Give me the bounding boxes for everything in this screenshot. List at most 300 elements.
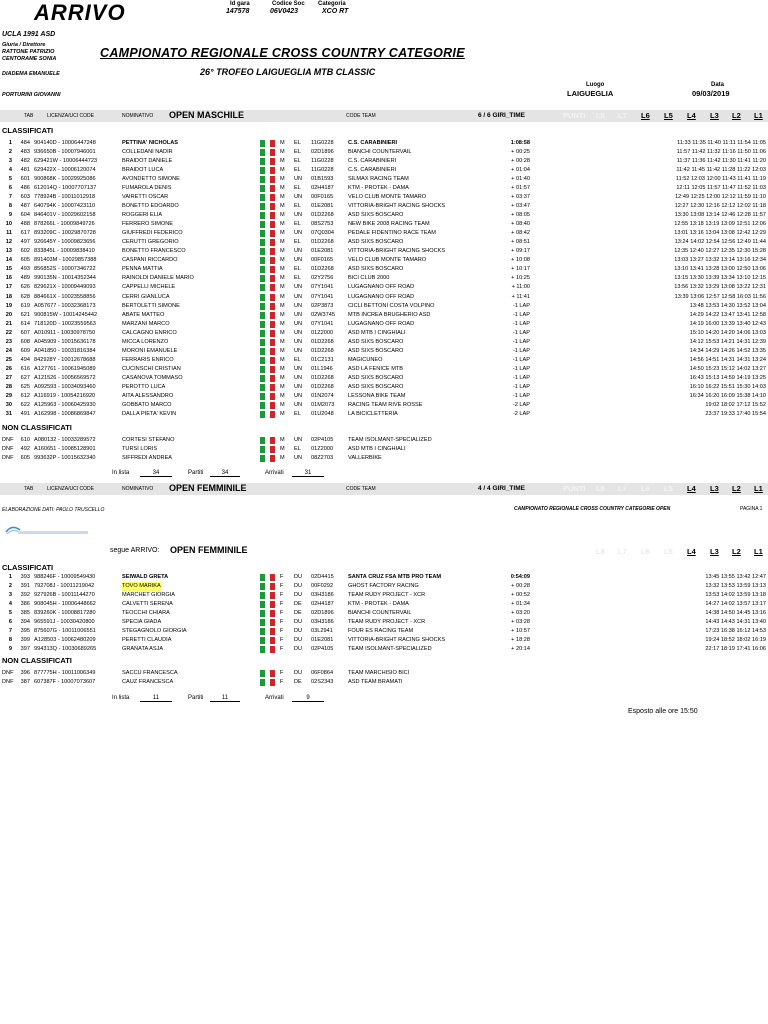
lap-splits: 12:55 13:18 13:19 13:09 12:51 12:06 [674,221,766,228]
race-time: + 11:00 [511,284,530,291]
column-header-bar [0,110,768,122]
team-code: 03H3186 [311,619,334,626]
table-row [0,184,768,193]
position: 12 [5,239,12,246]
team-name: TEAM RUDY PROJECT - XCR [348,592,426,599]
category-code: EL [294,356,301,363]
col-lap-hidden: L5 [664,547,673,556]
race-time: 1:08:58 [510,140,530,146]
championship-title: CAMPIONATO REGIONALE CROSS COUNTRY CATEGORIE [100,46,465,60]
race-time: + 20:14 [511,646,530,653]
athlete-name: VAIRETTI OSCAR [122,194,169,201]
codice-soc-label: Codice Soc [272,1,305,7]
lap-splits: 12:11 12:05 11:57 11:47 11:52 11:03 [676,185,766,192]
position: 2 [8,583,12,590]
race-time: -1 LAP [512,356,530,363]
table-row [0,600,768,609]
team-name: NEW BIKE 2008 RACING TEAM [348,221,430,228]
license-code: 792708J - 10011219042 [34,583,95,590]
position: 24 [5,347,12,354]
organizer: UCLA 1991 ASD [2,31,56,38]
race-time: + 00:28 [511,583,530,590]
bib-number: 484 [20,140,30,146]
position: 6 [8,619,12,626]
sex: M [280,437,285,443]
team-name: MTB INCREA BRUGHERIO ASD [348,311,431,318]
sex: F [280,619,284,626]
lap-splits: 23:37 19:33 17:40 15:54 [705,410,766,417]
team-name: ASD LA FENICE MTB [348,365,404,372]
athlete-name: ABATE MATTEO [122,311,165,318]
team-code: 01B1593 [311,176,334,183]
bib-number: 396 [20,670,30,676]
position: 14 [5,257,12,264]
col-lap: L4 [687,484,696,493]
lap-splits: 11:57 11:42 11:32 11:16 11:50 11:06 [676,149,766,156]
id-gara-label: Id gara [230,1,250,7]
flag-icon [260,637,275,644]
partiti-label: Partiti [188,695,204,701]
flag-icon [260,203,275,210]
athlete-name: MARZANI MARCO [122,320,170,327]
license-code: 900868K - 10029925086 [34,176,96,183]
sex: M [280,275,285,282]
col-licenza: LICENZA/UCI CODE [47,486,94,492]
license-code: 900815W - 10014245442 [34,311,98,318]
page-title: ARRIVO [34,0,126,25]
category-code: EL [294,266,301,273]
section-non-classificati: NON CLASSIFICATI [2,423,72,432]
sex: M [280,140,285,146]
table-row [0,383,768,392]
team-name: CICLI BETTONI COSTA VOLPINO [348,302,435,309]
bib-number: 481 [20,167,30,174]
position: 10 [5,221,12,228]
team-code: 01E2081 [311,637,334,644]
arrivati-label: Arrivati [265,470,284,476]
luogo-label: Luogo [586,82,605,88]
category-code: UN [294,401,303,408]
license-code: 990135N - 10014352344 [34,275,96,282]
luogo-value: LAIGUEGLIA [567,89,614,98]
position: 4 [8,167,12,174]
license-code: 839260K - 10008817280 [34,610,96,617]
lap-splits: 13:03 13:27 13:32 13:14 13:16 12:34 [674,257,766,264]
lap-splits: 11:52 12:03 12:00 11:43 11:41 11:19 [675,176,766,183]
license-code: A045909 - 10015636178 [34,338,96,345]
team-name: TEAM ISOLMANT-SPECIALIZED [348,646,432,653]
lap-splits: 13:15 13:30 13:39 13:34 13:10 12:15 [674,275,766,282]
table-row [0,220,768,229]
flag-icon [260,455,275,462]
sex: F [280,610,284,617]
team-code: 01D2268 [311,347,334,354]
section-classificati: CLASSIFICATI [2,126,54,135]
table-row [0,293,768,302]
data-label: Data [711,82,725,88]
page-number: PAGINA 1 [740,506,763,512]
team-name: C.S. CARABINIERI [348,167,397,174]
category-code: UN [294,347,303,354]
lap-splits: 12:27 12:30 12:16 12:12 12:02 11:18 [674,203,766,210]
bib-number: 491 [20,410,30,417]
giuria-member: PORTURINI GIOVANNI [2,92,61,98]
flag-icon [260,574,275,581]
sex: M [280,446,285,453]
category-code: DE [294,610,302,617]
athlete-name: SIFFREDI ANDREA [122,455,173,462]
column-header-bar [0,483,768,495]
giuria-label: Giuria / Direttore [2,42,46,48]
race-time: + 10:25 [511,275,530,282]
sex: F [280,583,284,590]
bib-number: 614 [20,320,30,327]
athlete-name: PERETTI CLAUDIA [122,637,172,644]
athlete-name: FERRARIS ENRICO [122,356,174,363]
table-row [0,356,768,365]
race-time: + 03:47 [511,203,530,210]
race-time: + 08:05 [511,212,530,219]
athlete-name: BONETTO EDOARDO [122,203,179,210]
col-code-team: CODE TEAM [346,113,376,119]
bib-number: 608 [20,338,30,345]
team-code: 07Q0304 [311,230,335,237]
dnf-row [0,445,768,454]
position: 15 [5,266,12,273]
athlete-name: TEOCCHI CHIARA [122,610,170,617]
athlete-name: CAUZ FRANCESCA [122,679,174,686]
race-time: + 03:37 [511,194,530,201]
position: 16 [5,275,12,282]
team-name: ASD TEAM BRAMATI [348,679,403,686]
flag-icon [260,176,275,183]
position: DNF [2,437,14,443]
team-code: 01E2081 [311,248,334,255]
bib-number: 616 [20,365,30,372]
team-name: ASD SIXS BOSCARO [348,239,404,246]
flag-icon [260,670,275,677]
race-time: + 00:25 [511,149,530,156]
col-tab: TAB [24,113,34,119]
race-time: + 09:17 [511,248,530,255]
flag-icon [260,348,275,355]
position: 6 [8,185,12,192]
athlete-name: TURSI LORIS [122,446,158,453]
athlete-name: BERTOLETTI SIMONE [122,302,180,309]
team-code: 02Y2756 [311,275,334,282]
position: 22 [5,329,12,336]
table-row [0,157,768,166]
position: DNF [2,679,14,686]
license-code: 829621X - 10009449093 [34,284,96,291]
team-code: 02D4415 [311,574,334,580]
table-row [0,247,768,256]
team-code: 11G0228 [311,140,334,146]
license-code: 927926B - 10011144270 [34,592,95,599]
table-row [0,175,768,184]
in-lista-label: In lista [112,470,130,476]
race-time: + 11:41 [511,293,530,300]
lap-splits: 14:50 15:23 15:12 14:02 13:27 [689,365,766,372]
team-name: LUGAGNANO OFF ROAD [348,293,415,300]
sex: M [280,410,285,417]
team-name: VELO CLUB MONTE TAMARO [348,194,427,201]
flag-icon [260,679,275,686]
lap-splits: 16:43 15:13 14:59 14:19 13:25 [689,374,766,381]
category-code: UN [294,329,303,336]
athlete-name: PETTINA' NICHOLAS [122,140,179,146]
flag-icon [260,357,275,364]
flag-icon [260,167,275,174]
partiti-label: Partiti [188,470,204,476]
team-name: ASD MTB I CINGHIALI [348,329,406,336]
flag-icon [260,294,275,301]
table-row [0,148,768,157]
col-punti: PUNTI [563,484,586,493]
table-row [0,139,768,148]
codice-soc-value: 06V0423 [270,8,299,15]
sex: F [280,679,284,686]
license-code: 893209C - 10029870728 [34,230,96,237]
team-name: FOUR ES RACING TEAM [348,628,414,635]
flag-icon [260,646,275,653]
category-code: UN [294,284,303,291]
arrivati-value: 9 [292,695,324,702]
license-code: 607387F - 10007073607 [34,679,96,686]
flag-icon [260,239,275,246]
category-code: EL [294,410,301,417]
athlete-name: PENNA MATTIA [122,266,163,273]
sex: F [280,646,284,653]
col-lap: L6 [641,111,650,120]
athlete-name: GIUFFREDI FEDERICO [122,230,183,237]
lap-splits: 13:45 13:55 13:42 12:47 [705,574,766,580]
team-code: 11G0228 [311,167,334,174]
flag-icon [260,149,275,156]
bib-number: 603 [20,194,30,201]
table-row [0,374,768,383]
footer-title: CAMPIONATO REGIONALE CROSS COUNTRY CATEGORIE OPEN [514,506,671,512]
athlete-name: STEGAGNOLO GIORGIA [122,628,187,635]
table-row [0,347,768,356]
col-lap: L1 [754,484,763,493]
bib-number: 394 [20,619,30,626]
license-code: 877775H - 10011006349 [34,670,96,676]
flag-icon [260,230,275,237]
team-code: 01Z2000 [311,329,334,336]
bib-number: 482 [20,158,30,165]
team-name: C.S. CARABINIERI [348,158,397,165]
lap-splits: 13:30 13:08 13:14 12:46 12:28 11:57 [674,212,766,219]
race-time: 0:54:09 [510,574,530,580]
flag-icon [260,194,275,201]
table-row [0,320,768,329]
category-code: UN [294,311,303,318]
team-name: VITTORIA-BRIGHT RACING SHOCKS [348,203,446,210]
category-code: UN [294,374,303,381]
sex: M [280,185,285,192]
team-code: 07Y1041 [311,293,334,300]
sex: M [280,356,285,363]
col-lap: L3 [710,547,719,556]
athlete-name: CASPANI RICCARDO [122,257,178,264]
table-row [0,202,768,211]
partiti-value: 34 [210,470,240,477]
category-code: DU [294,628,303,635]
team-name: ASD SIXS BOSCARO [348,374,404,381]
flag-icon [260,339,275,346]
lap-splits: 15:10 14:20 14:20 14:06 13:03 [689,329,766,336]
race-time: -1 LAP [512,392,530,399]
sex: F [280,628,284,635]
flag-icon [260,158,275,165]
category-code: UN [294,302,303,309]
lap-splits: 14:27 14:02 13:57 13:17 [705,601,766,608]
bib-number: 609 [20,347,30,354]
sex: F [280,601,284,608]
table-row [0,229,768,238]
race-time: + 01:04 [511,167,530,174]
position: 3 [8,592,12,599]
position: 11 [6,230,12,237]
athlete-name: AITA ALESSANDRO [122,392,174,399]
race-time: + 10:57 [511,628,530,635]
table-row [0,410,768,419]
bib-number: 627 [20,374,30,381]
category-code: UN [294,437,303,443]
team-name: LUGAGNANO OFF ROAD [348,284,415,291]
race-time: + 08:51 [511,239,530,246]
sex: M [280,257,285,264]
category-code: DU [294,670,303,676]
athlete-name: BONETTO FRANCESCO [122,248,186,255]
category-code: DE [294,601,302,608]
sex: M [280,167,285,174]
race-time: + 18:28 [511,637,530,644]
table-row [0,265,768,274]
trophy-title: 26° TROFEO LAIGUEGLIA MTB CLASSIC [200,67,376,77]
giuria-member: CENTORAME SONIA [2,56,57,62]
sex: M [280,176,285,183]
category-code: UN [294,293,303,300]
team-code: 01L1946 [311,365,333,372]
race-time: + 03:20 [511,610,530,617]
dnf-row [0,454,768,463]
team-code: 02W3745 [311,311,335,318]
flag-icon [260,411,275,418]
position: 3 [8,158,12,165]
table-row [0,573,768,582]
position: 5 [8,176,12,183]
lap-splits: 22:17 18:19 17:41 16:06 [705,646,766,653]
category-code: EL [294,140,301,146]
col-licenza: LICENZA/UCI CODE [47,113,94,119]
bib-number: 622 [20,401,30,408]
table-row [0,609,768,618]
license-code: A125963 - 10060425930 [34,401,96,408]
team-name: BIANCHI COUNTERVAIL [348,149,412,156]
license-code: A160651 - 10085128901 [34,446,96,453]
lap-splits: 14:19 16:00 13:39 13:40 12:43 [689,320,766,327]
team-code: 07Y1041 [311,284,334,291]
athlete-name: CORTESI STEFANO [122,437,175,443]
flag-icon [260,275,275,282]
position: 31 [5,410,12,417]
team-code: 02P4105 [311,646,334,653]
category-code: EL [294,203,301,210]
lap-splits: 13:39 13:06 12:57 12:58 16:03 11:56 [674,293,766,300]
bib-number: 605 [20,455,30,462]
team-name: ASD SIXS BOSCARO [348,338,404,345]
lap-splits: 19:02 18:02 17:12 15:52 [705,401,766,408]
col-lap-hidden: L6 [641,484,650,493]
col-lap: L2 [732,547,741,556]
bib-number: 487 [20,203,30,210]
sex: F [280,670,284,676]
col-lap-hidden: L7 [618,547,627,556]
position: 30 [5,401,12,408]
bib-number: 397 [20,646,30,653]
sex: M [280,194,285,201]
category-code: UN [294,230,303,237]
license-code: A127761 - 10061945089 [34,365,96,372]
bib-number: 612 [20,392,30,399]
col-lap: L4 [687,111,696,120]
lap-splits: 11:37 11:36 11:42 11:30 11:41 11:20 [676,158,766,165]
categoria-label: Categoria [318,1,346,7]
lap-splits: 14:29 14:22 13:47 13:41 12:58 [689,311,766,318]
race-time: + 01:34 [511,601,530,608]
sex: M [280,365,285,372]
category-code: EL [294,149,301,156]
table-row [0,256,768,265]
col-lap: L1 [754,547,763,556]
elaborazione-dati: ELABORAZIONE DATI: PAOLO TRUSCELLO [2,507,105,513]
col-tab: TAB [24,486,34,492]
team-code: 01D2268 [311,374,334,381]
license-code: A128503 - 10062480209 [34,637,96,644]
col-lap-hidden: L6 [641,547,650,556]
flag-icon [260,303,275,310]
race-time: -1 LAP [512,374,530,381]
team-code: 08S2753 [311,221,334,228]
bib-number: 604 [20,212,30,219]
flag-icon [260,384,275,391]
team-code: 01Z2000 [311,446,334,453]
arrivati-value: 31 [292,470,324,477]
table-row [0,582,768,591]
team-code: 03H3186 [311,592,334,599]
col-lap-hidden: L7 [618,484,627,493]
arrivati-label: Arrivati [265,695,284,701]
table-row [0,302,768,311]
sex: M [280,293,285,300]
team-name: TEAM MARCHISIO BICI [348,670,410,676]
flag-icon [260,592,275,599]
team-name: KTM - PROTEK - DAMA [348,601,409,608]
sex: F [280,574,284,580]
license-code: 884661X - 10023558856 [34,293,96,300]
bib-number: 619 [20,302,30,309]
position: 5 [8,610,12,617]
category-code: UN [294,392,303,399]
team-code: 08Z2703 [311,455,334,462]
team-code: 02S2343 [311,679,334,686]
section-classificati: CLASSIFICATI [2,563,54,572]
athlete-name: RAINOLDI DANIELE MARIO [122,275,194,282]
flag-icon [260,221,275,228]
license-code: 988246F - 10009549430 [34,574,96,580]
